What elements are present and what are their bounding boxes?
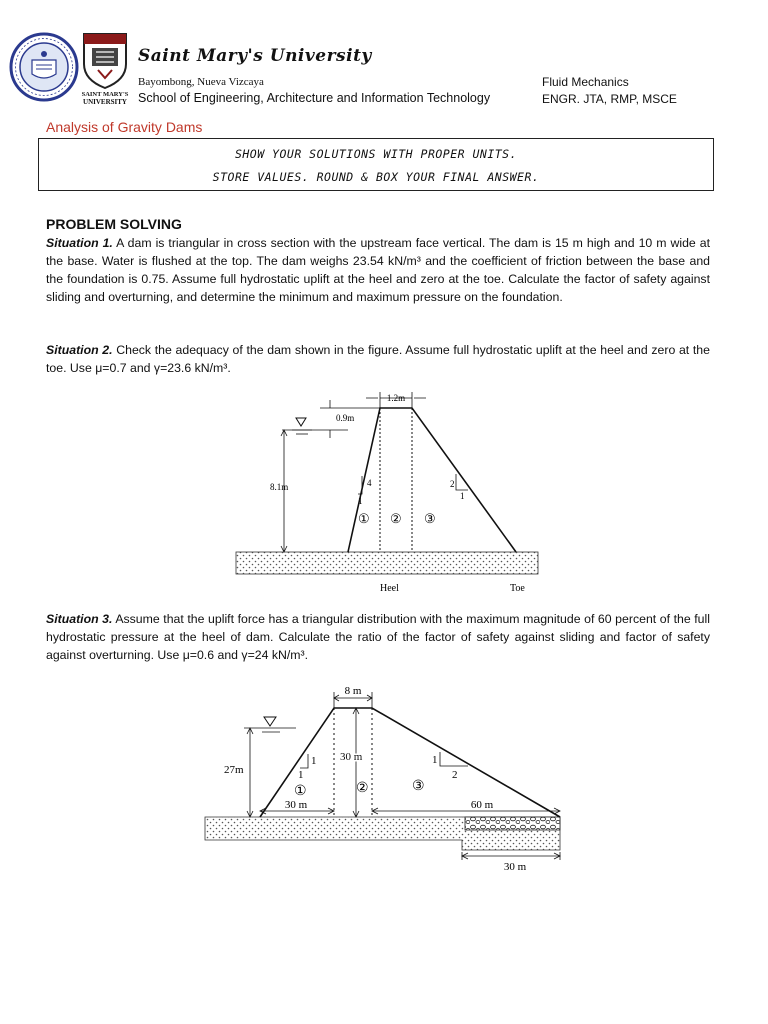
fig2-down-slope-v: 1	[432, 754, 438, 766]
situation-1-label: Situation 1.	[46, 236, 113, 250]
fig1-heel-label: Heel	[380, 583, 399, 594]
fig1-part-1: ①	[358, 511, 370, 526]
university-name: Saint Mary's University	[138, 46, 372, 66]
situation-2-paragraph	[46, 341, 710, 377]
fig1-down-slope-h: 1	[460, 491, 465, 501]
dam-section	[348, 408, 516, 552]
situation-1-text: A dam is triangular in cross section with the upstream face vertical. The dam is 15 m high and 10 m wide at the base. Water is flushed at the top. The dam weighs 23.54 kN/m³ and the coefficient of friction between the base and the foundation is 0.75. Assume full hydrostatic uplift at the heel and zero at the toe. Calculate the factor of safety against sliding and overturning, and determine the minimum and maximum pressure on the foundation.	[46, 236, 710, 304]
instructions-box	[38, 138, 714, 191]
situation-3-label: Situation 3.	[46, 612, 113, 626]
university-seal-logo	[8, 32, 80, 107]
fig2-part-2: ②	[356, 781, 369, 796]
section-heading: PROBLEM SOLVING	[46, 216, 182, 232]
school-name: School of Engineering, Architecture and Information Technology	[138, 91, 491, 105]
drain-gravel	[465, 817, 560, 830]
fig2-drain-width: 30 m	[503, 861, 527, 873]
fig1-freeboard: 0.9m	[336, 413, 355, 423]
crest-text-line2: UNIVERSITY	[83, 98, 127, 106]
situation-2-text: Check the adequacy of the dam shown in the figure. Assume full hydrostatic uplift at the heel and zero at the toe. Use μ=0.7 and γ=23.6 kN/m³.	[46, 343, 710, 375]
foundation-ground	[236, 552, 538, 574]
fig1-water-height: 8.1m	[270, 482, 289, 492]
course-name: Fluid Mechanics	[542, 75, 629, 89]
fig2-up-slope-v: 1	[311, 755, 317, 767]
fig2-down-slope-h: 2	[452, 769, 458, 781]
fig1-up-slope-v: 4	[367, 478, 372, 488]
fig1-up-slope-h: 1	[358, 496, 363, 506]
fig2-up-base: 30 m	[284, 799, 308, 811]
fig1-part-2: ②	[390, 511, 402, 526]
fig2-water-height: 27m	[224, 764, 244, 776]
fig2-part-1: ①	[294, 784, 307, 799]
fig1-top-width: 1.2m	[386, 393, 406, 403]
fig2-part-3: ③	[412, 779, 425, 794]
dam-figure-2	[200, 680, 570, 875]
fig1-part-3: ③	[424, 511, 436, 526]
instruction-line-1: SHOW YOUR SOLUTIONS WITH PROPER UNITS.	[234, 147, 518, 161]
fig1-down-slope-v: 2	[450, 479, 455, 489]
situation-3-paragraph	[46, 610, 710, 664]
school-crest-logo	[78, 30, 132, 111]
document-title: Analysis of Gravity Dams	[46, 119, 203, 135]
fig1-toe-label: Toe	[510, 583, 525, 594]
instruction-line-2: STORE VALUES. ROUND & BOX YOUR FINAL ANSWER.	[212, 170, 540, 184]
fig2-top-width: 8 m	[344, 685, 362, 697]
fig2-dam-height: 30 m	[340, 751, 363, 763]
fig2-up-slope-h: 1	[298, 769, 304, 781]
situation-1-paragraph	[46, 234, 710, 306]
instructor-name: ENGR. JTA, RMP, MSCE	[542, 92, 677, 106]
crest-text-line1: SAINT MARY'S	[81, 91, 129, 98]
situation-2-label: Situation 2.	[46, 343, 113, 357]
fig2-down-base: 60 m	[470, 799, 494, 811]
water-level-symbol-2	[264, 717, 276, 726]
university-location: Bayombong, Nueva Vizcaya	[138, 76, 264, 88]
situation-3-text: Assume that the uplift force has a triangular distribution with the maximum magnitude of 60 percent of the full hydrostatic pressure at the heel of dam. Calculate the ratio of the factor of safety against sliding and factor of safety against overturning. Use μ=0.6 and γ=24 kN/m³.	[46, 612, 710, 662]
dam-figure-1	[230, 386, 550, 598]
water-level-symbol	[296, 418, 306, 426]
